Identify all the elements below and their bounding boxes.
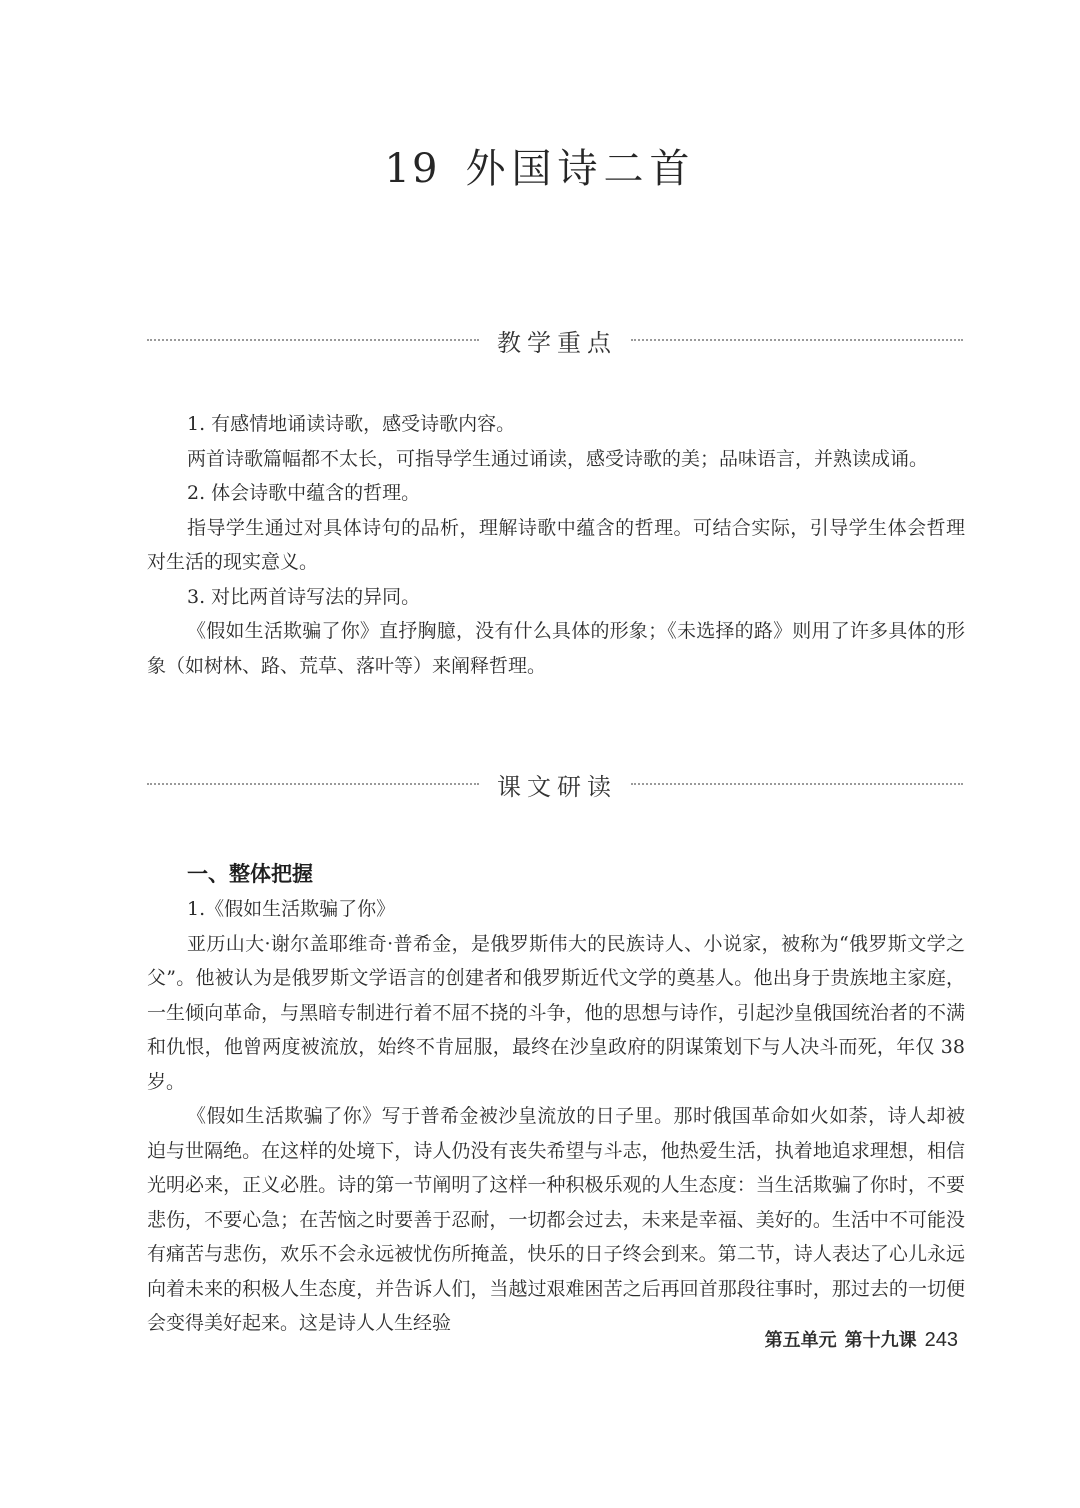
- teaching-focus-header: [147, 320, 963, 360]
- dotted-rule-right: [631, 783, 963, 785]
- page-footer: [765, 1326, 958, 1352]
- footer-lesson: 第十九课: [844, 1330, 917, 1351]
- focus-item-3-detail: 《假如生活欺骗了你》直抒胸臆，没有什么具体的形象；《未选择的路》则用了许多具体的形象（如树林、路、荒草、落叶等）来阐释哲理。: [147, 620, 965, 677]
- page-title: [0, 137, 1080, 194]
- dotted-rule-left: [147, 783, 479, 785]
- teaching-focus-body: [147, 407, 965, 683]
- teaching-focus-heading: 教学重点: [497, 328, 617, 357]
- overall-grasp-heading: 一、整体把握: [187, 862, 313, 886]
- lesson-number: 19: [384, 146, 440, 192]
- focus-item-3: 3. 对比两首诗写法的异同。: [187, 585, 421, 608]
- focus-item-1: 1. 有感情地诵读诗歌，感受诗歌内容。: [187, 413, 516, 435]
- author-intro-paragraph: 亚历山大·谢尔盖耶维奇·普希金，是俄罗斯伟大的民族诗人、小说家，被称为“俄罗斯文学之父”。他被认为是俄罗斯文学语言的创建者和俄罗斯近代文学的奠基人。他出身于贵族地主家庭，一生倾向革命，与黑暗专制进行着不屈不挠的斗争，他的思想与诗作，引起沙皇俄国统治者的不满和仇恨，他曾两度被流放，始终不肯屈服，最终在沙皇政府的阴谋策划下与人决斗而死，年仅 38 岁。: [147, 932, 965, 1093]
- footer-unit: 第五单元: [764, 1330, 837, 1351]
- dotted-rule-right: [631, 339, 963, 341]
- focus-item-2-detail: 指导学生通过对具体诗句的品析，理解诗歌中蕴含的哲理。可结合实际，引导学生体会哲理对生活的现实意义。: [147, 516, 965, 573]
- lesson-title: 外国诗二首: [465, 146, 696, 192]
- text-study-body: [147, 856, 965, 1341]
- focus-item-1-detail: 两首诗歌篇幅都不太长，可指导学生通过诵读，感受诗歌的美；品味语言，并熟读成诵。: [187, 447, 929, 470]
- text-study-heading: 课文研读: [497, 772, 617, 801]
- poem-analysis-paragraph: 《假如生活欺骗了你》写于普希金被沙皇流放的日子里。那时俄国革命如火如荼，诗人却被迫与世隔绝。在这样的处境下，诗人仍没有丧失希望与斗志，他热爱生活，执着地追求理想，相信光明必来，正义必胜。诗的第一节阐明了这样一种积极乐观的人生态度：当生活欺骗了你时，不要悲伤，不要心急；在苦恼之时要善于忍耐，一切都会过去，未来是幸福、美好的。生活中不可能没有痛苦与悲伤，欢乐不会永远被忧伤所掩盖，快乐的日子终会到来。第二节，诗人表达了心儿永远向着未来的积极人生态度，并告诉人们，当越过艰难困苦之后再回首那段往事时，那过去的一切便会变得美好起来。这是诗人人生经验: [147, 1105, 965, 1334]
- dotted-rule-left: [147, 339, 479, 341]
- page-number: 243: [924, 1329, 958, 1351]
- focus-item-2: 2. 体会诗歌中蕴含的哲理。: [187, 482, 421, 504]
- text-study-header: [147, 764, 963, 804]
- poem-1-title: 1.《假如生活欺骗了你》: [187, 898, 396, 920]
